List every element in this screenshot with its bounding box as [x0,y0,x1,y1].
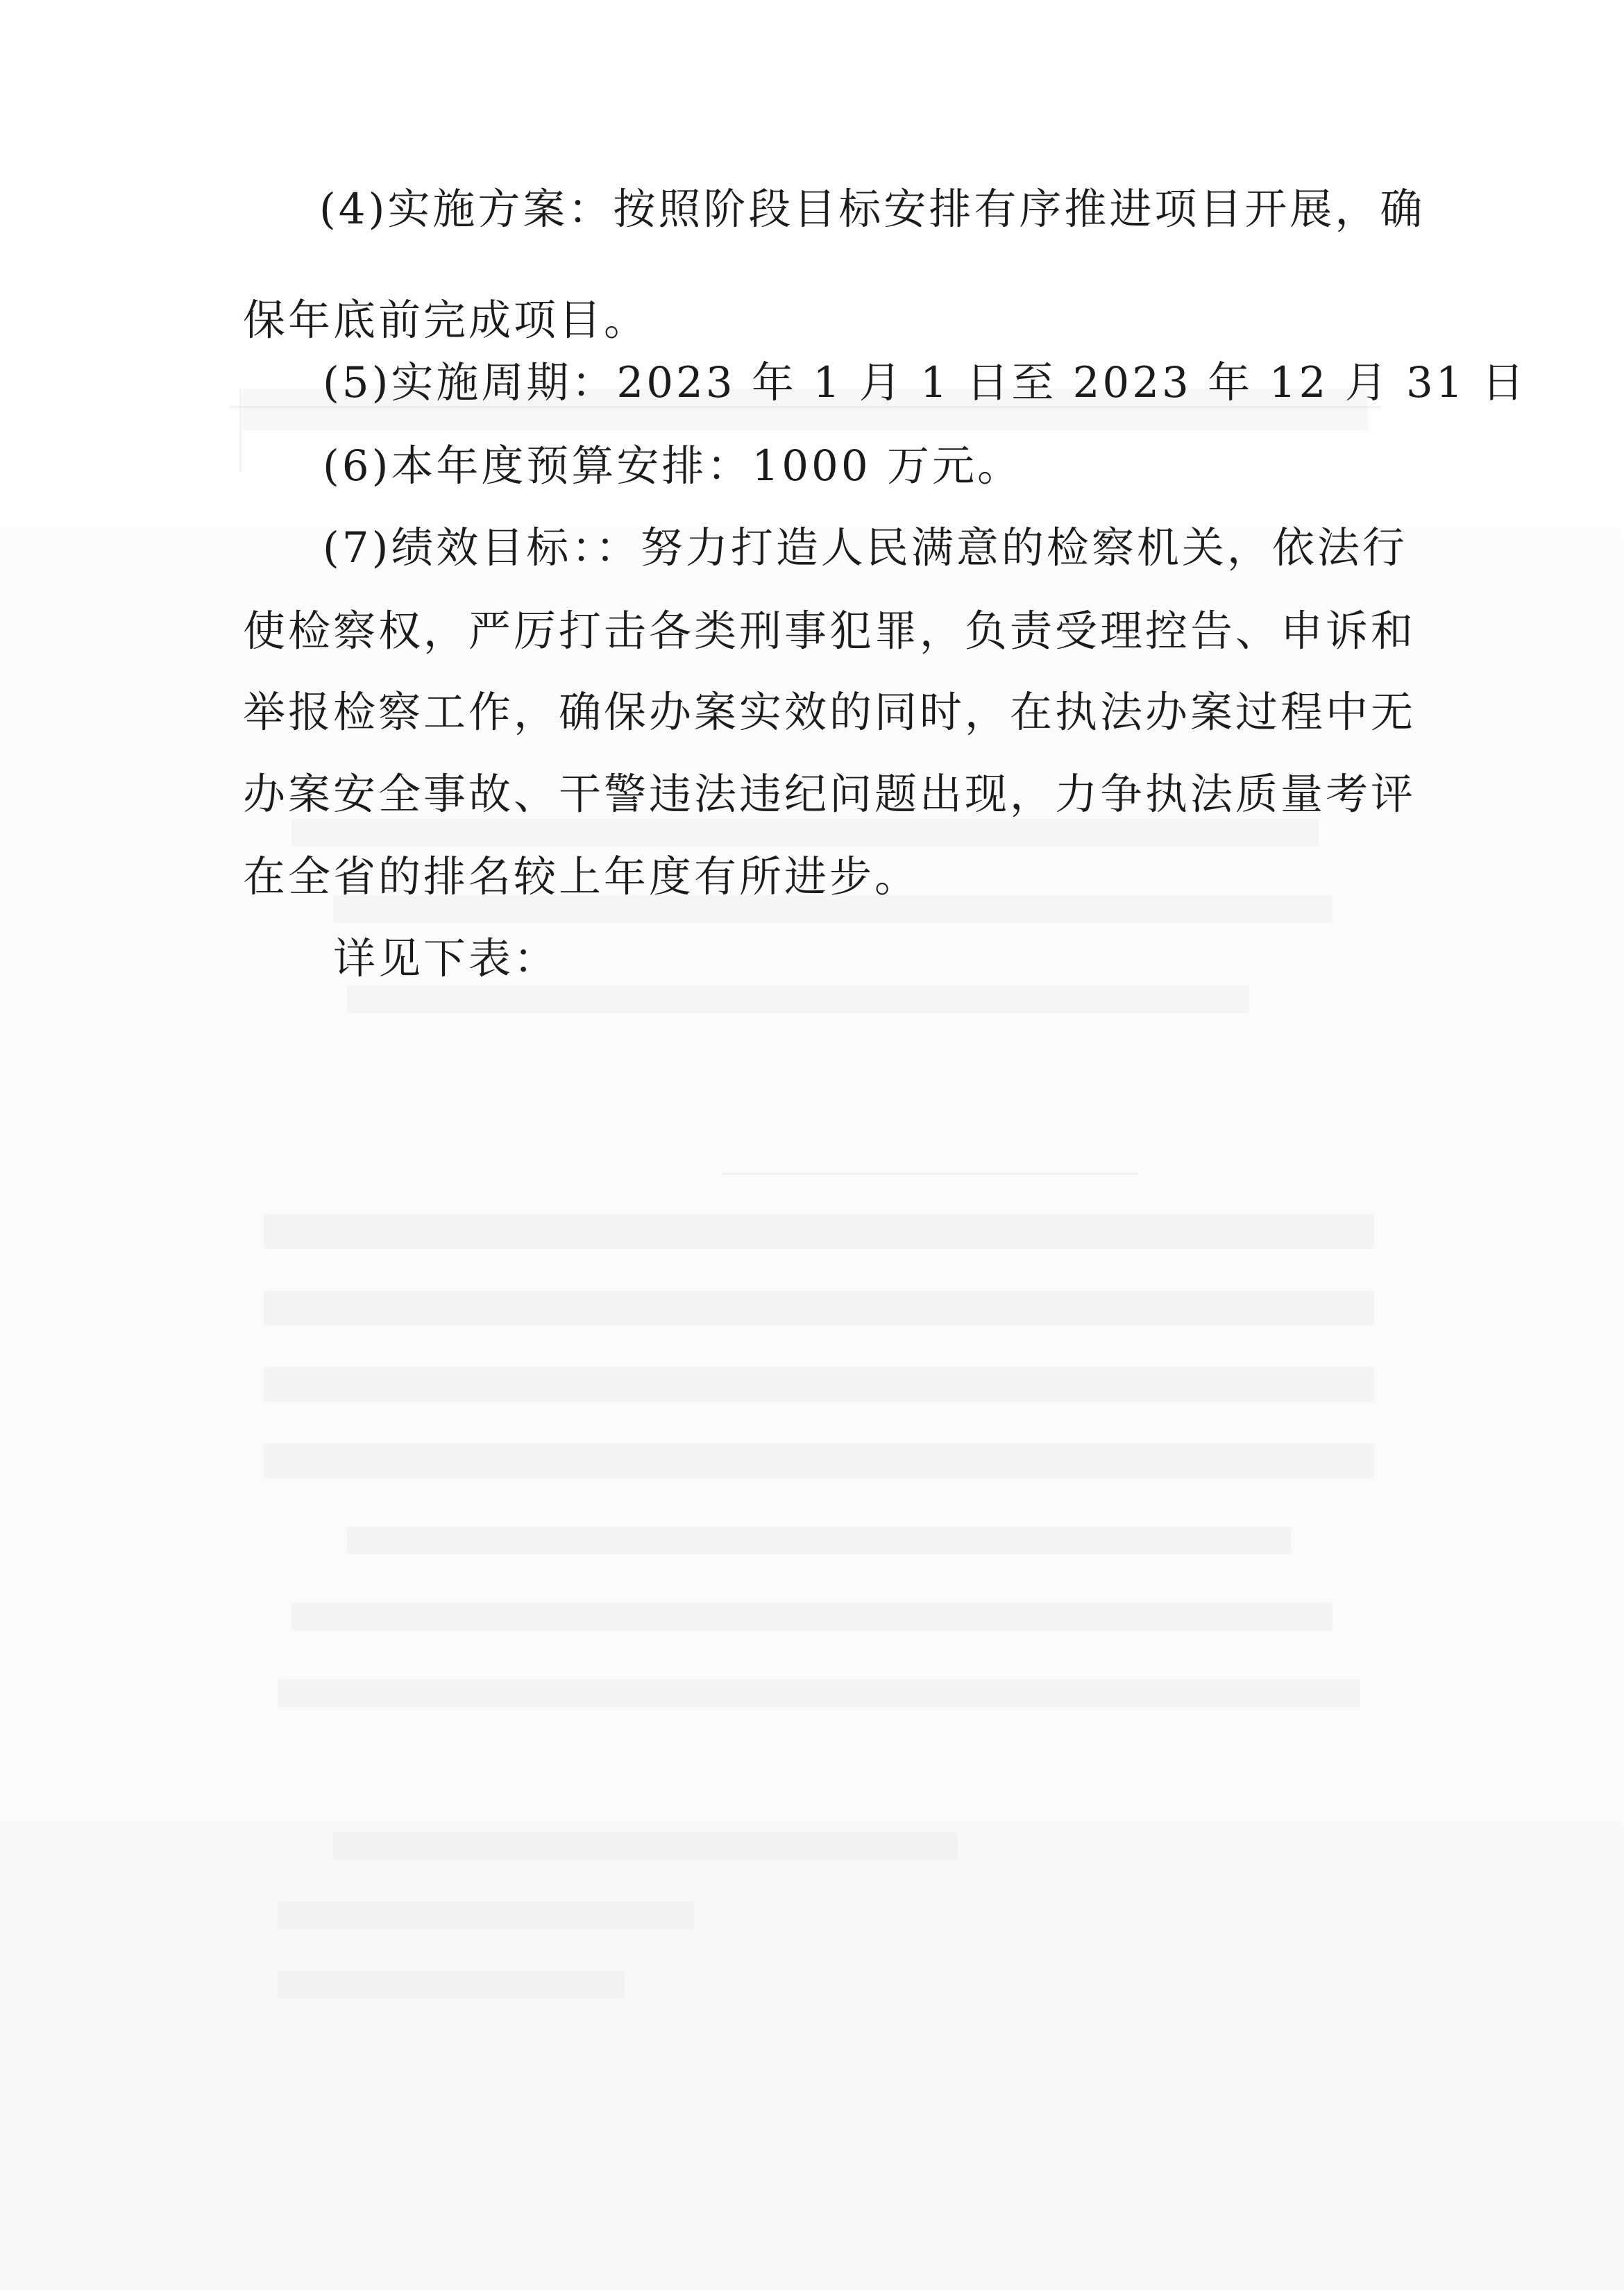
bleed-through-ghost [278,1971,625,1999]
paragraph-7-line-5: 在全省的排名较上年度有所进步。 [243,852,920,901]
bleed-through-ghost [264,1443,1374,1478]
paragraph-4-line-2: 保年底前完成项目。 [243,296,650,345]
paragraph-7-line-2: 使检察权，严厉打击各类刑事犯罪，负责受理控告、申诉和 [243,607,1416,656]
bleed-through-ghost [333,1832,958,1860]
bleed-through-ghost [291,819,1319,847]
bleed-through-ghost [278,1901,694,1929]
paragraph-5-line-1: (5)实施周期：2023 年 1 月 1 日至 2023 年 12 月 31 日 [323,358,1528,407]
bleed-through-ghost [264,1367,1374,1402]
bleed-through-ghost [264,1214,1374,1249]
bleed-through-rule [722,1173,1138,1175]
paragraph-6-line-1: (6)本年度预算安排：1000 万元。 [323,441,1023,491]
bleed-through-ghost [291,1603,1333,1631]
bleed-through-ghost [347,1527,1291,1554]
paragraph-7-line-1: (7)绩效目标：：努力打造人民满意的检察机关，依法行 [323,523,1407,572]
paragraph-7-line-3: 举报检察工作，确保办案实效的同时，在执法办案过程中无 [243,688,1416,737]
bleed-through-ghost [278,1679,1360,1707]
see-table-note: 详见下表： [333,934,559,983]
paragraph-4-line-1: (4)实施方案：按照阶段目标安排有序推进项目开展，确 [319,185,1426,234]
paragraph-7-line-4: 办案安全事故、干警违法违纪问题出现，力争执法质量考评 [243,770,1416,819]
bleed-through-rule [239,389,242,472]
bleed-through-ghost [264,1291,1374,1325]
bleed-through-ghost [347,985,1249,1013]
